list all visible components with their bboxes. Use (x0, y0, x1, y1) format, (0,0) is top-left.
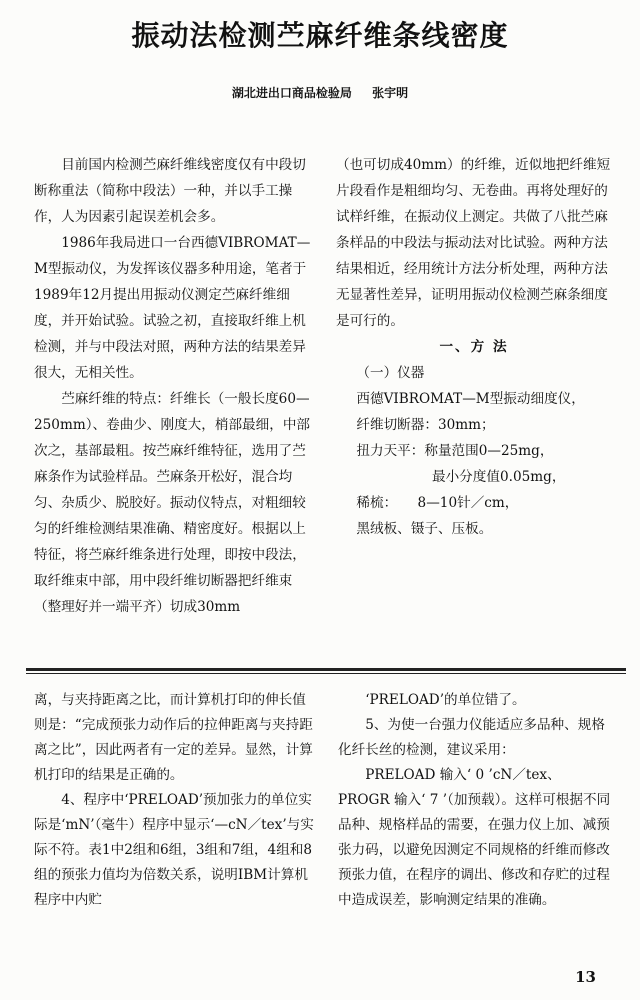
left-column-bottom (34, 688, 314, 913)
author-name: 张宇明 (372, 86, 409, 100)
paragraph: PROGR 输入‘ 7 ’（加预载）。这样可根据不同品种、规格样品的需要，在强力仪上加、减预张力码，以避免因测定不同规格的纤维而修改预张力值，在程序的调出、修改和存贮的过程中造成误差，影响测定结果的准确。 (338, 792, 611, 908)
paragraph: 目前国内检测苎麻纤维线密度仅有中段切断称重法（简称中段法）一种，并以手工操作，人为因素引起误差机会多。 (34, 157, 306, 225)
section-divider-thin (26, 673, 626, 674)
equipment-item: 西德VIBROMAT—M型振动细度仪， (356, 391, 585, 407)
article-title: 振动法检测苎麻纤维条线密度 (131, 19, 509, 52)
subsection-heading: （一）仪器 (356, 365, 425, 381)
author-organization: 湖北进出口商品检验局 (231, 86, 352, 100)
paragraph: 离，与夹持距离之比，而计算机打印的伸长值则是：“完成预张力动作后的拉伸距离与夹持距离之比”，因此两者有一定的差异。显然，计算机打印的结果是正确的。 (34, 692, 313, 783)
equipment-item: 最小分度值0.05mg， (432, 469, 566, 485)
paragraph: PRELOAD 输入‘ 0 ’cN／tex、 (365, 767, 561, 783)
paragraph: 1986年我局进口一台西德VIBROMAT—M型振动仪，为发挥该仪器多种用途，笔者于1989年12月提出用振动仪测定苎麻纤维细度，并开始试验。试验之初，直接取纤维上机检测，并与中段法对照，两种方法的结果差异很大，无相关性。 (34, 235, 311, 381)
section-divider (26, 668, 626, 671)
right-column-bottom (338, 688, 614, 913)
paragraph: ‘PRELOAD’的单位错了。 (365, 692, 526, 708)
section-heading: 一、方 法 (439, 339, 509, 355)
paragraph: 4、程序中‘PRELOAD’预加张力的单位实际是‘mN’（毫牛）程序中显示‘—cN／tex’与实际不符。表1中2组和6组，3组和7组，4组和8组的预张力值均为倍数关系，说明IBM计算机程序中内贮 (34, 792, 314, 908)
equipment-item: 黑绒板、镊子、压板。 (356, 521, 493, 537)
equipment-item: 稀梳： 8—10针／cm， (356, 495, 519, 511)
equipment-item: 扭力天平：称量范围0—25mg， (356, 443, 554, 459)
paragraph: （也可切成40mm）的纤维，近似地把纤维短片段看作是粗细均匀、无卷曲。再将处理好的试样纤维，在振动仪上测定。共做了八批苎麻条样品的中段法与振动法对比试验。两种方法结果相近，经用统计方法分析处理，两种方法无显著性差异，证明用振动仪检测苎麻条细度是可行的。 (336, 157, 611, 329)
page-number: 13 (575, 968, 596, 986)
equipment-item: 纤维切断器：30mm； (356, 417, 495, 433)
left-column-top (34, 152, 312, 620)
byline (0, 84, 640, 101)
paragraph: 苎麻纤维的特点：纤维长（一般长度60—250mm）、卷曲少、刚度大，梢部最细，中部次之，基部最粗。按苎麻纤维特征，选用了苎麻条作为试验样品。苎麻条开松好，混合均匀、杂质少、脱胶好。振动仪特点，对粗细较匀的纤维检测结果准确、精密度好。根据以上特征，将苎麻纤维条进行处理，即按中段法，取纤维束中部，用中段纤维切断器把纤维束（整理好并一端平齐）切成30mm (34, 391, 311, 615)
right-column-top (336, 152, 612, 542)
paragraph: 5、为使一台强力仪能适应多品种、规格化纤长丝的检测，建议采用： (338, 717, 605, 758)
